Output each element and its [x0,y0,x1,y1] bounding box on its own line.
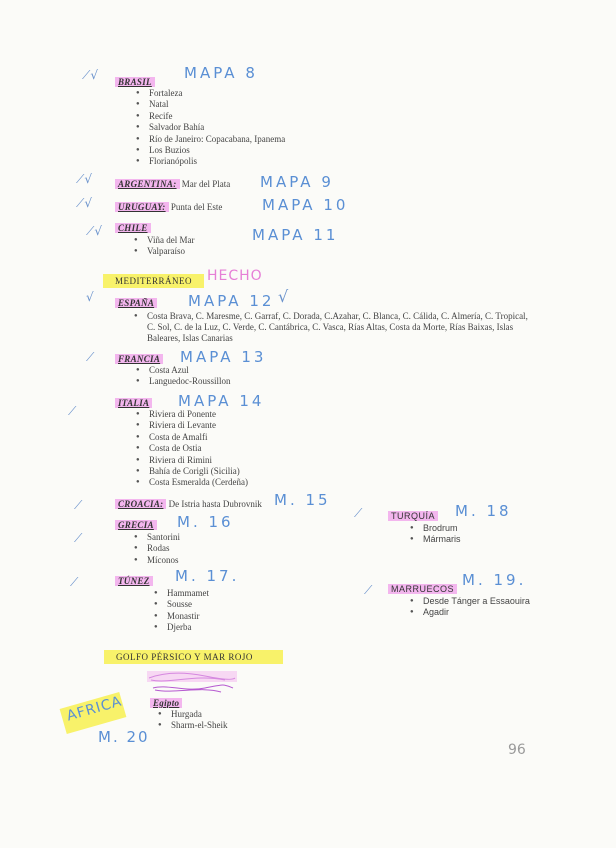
map-note: MAPA 10 [262,196,349,214]
chile-list [134,235,194,258]
check-mark-icon: ⟋ [86,350,95,364]
list-item: ● Riviera di Ponente [136,409,248,420]
list-item: ● Bahía de Corigli (Sicilia) [136,466,248,477]
africa-map-note: M. 20 [98,728,150,746]
list-item: ● Míconos [134,555,180,566]
destination-text: De Istria hasta Dubrovnik [168,499,262,509]
brasil-heading [115,77,155,87]
check-mark-icon: ⟋ [68,404,77,418]
list-item: ● Fortaleza [136,88,285,99]
list-item: ● Hurgada [158,709,228,720]
check-mark-icon: ⟋√ [76,196,93,210]
list-item: ● Djerba [154,622,209,633]
check-mark-icon: √ [86,290,94,304]
list-item: ● Natal [136,99,285,110]
list-item: ● Rodas [134,543,180,554]
list-item: ● Agadir [410,607,530,618]
country-label: Egipto [150,698,182,708]
list-item: ● Languedoc-Roussillon [136,376,231,387]
tunez-list [154,588,209,634]
check-mark-icon: ⟋ [70,575,79,589]
map-note: MAPA 11 [252,226,339,244]
map-note: M. 15 [274,491,331,509]
list-item: ● Costa de Amalfi [136,432,248,443]
list-item: ● Santorini [134,532,180,543]
map-note: M. 18 [455,502,512,520]
map-note: MAPA 12 [188,292,275,310]
brasil-list [136,88,285,168]
list-item: ● Sousse [154,599,209,610]
grecia-list [134,532,180,566]
country-label: ITALIA [115,398,152,408]
list-item: ● Florianópolis [136,156,285,167]
francia-heading [115,354,163,364]
page-number: 96 [508,742,526,758]
check-mark-icon: ⟋ [74,498,83,512]
chile-heading [115,223,151,233]
country-label: BRASIL [115,77,155,87]
list-item: ● Riviera di Rimini [136,455,248,466]
country-label: CHILE [115,223,151,233]
marruecos-heading [388,584,457,594]
check-mark-icon: ⟋√ [86,224,103,238]
region-label: GOLFO PÉRSICO Y MAR ROJO [104,650,283,664]
map-note: MAPA 9 [260,173,334,191]
destination-text: Mar del Plata [181,179,231,189]
list-item: ● Salvador Bahía [136,122,285,133]
country-label: TÚNEZ [115,576,153,586]
grecia-heading [115,520,157,530]
coasts-text: Costa Brava, C. Maresme, C. Garraf, C. Dorada, C.Azahar, C. Blanca, C. Cálida, C. Almería, C. Tropical, C. Sol, C. de la Luz, C. Verde, C. Cantábrica, C. Vasca, Rías Altas, Costa da Morte, Rías Baixas, Islas Baleares, Islas Canarias [147,311,528,343]
crossed-out-scribble [145,670,241,696]
bullet-icon: ● [134,313,138,319]
list-item: ● Costa Esmeralda (Cerdeña) [136,477,248,488]
list-item: ● Recife [136,111,285,122]
list-item: ● Riviera di Levante [136,420,248,431]
list-item: ● Brodrum [410,523,461,534]
destination-text: Punta del Este [170,202,223,212]
egipto-list [158,709,228,732]
country-label: ESPAÑA [115,298,157,308]
check-mark-icon: ⟋ [74,531,83,545]
list-item: ● Los Buzios [136,145,285,156]
region-label: MEDITERRÁNEO [103,274,204,288]
turquia-list [410,523,461,546]
francia-list [136,365,231,388]
country-label: TURQUÍA [388,511,438,521]
africa-note: AFRICA [64,693,124,725]
turquia-heading [388,511,438,521]
list-item: ● Costa Azul [136,365,231,376]
mediterraneo-heading [103,274,204,288]
check-mark-icon: ⟋√ [82,68,99,82]
map-note: MAPA 13 [180,348,267,366]
egipto-heading [150,698,182,708]
argentina-heading [115,179,230,189]
done-note: HECHO [207,268,263,284]
map-note: M. 16 [177,513,234,531]
country-label: URUGUAY: [115,202,169,212]
map-note: MAPA 14 [178,392,265,410]
check-mark-icon: ⟋ [364,583,373,597]
list-item: ● Sharm-el-Sheik [158,720,228,731]
list-item: ● Valparaíso [134,246,194,257]
list-item: ● Hammamet [154,588,209,599]
italia-list [136,409,248,489]
list-item: ● Costa de Ostia [136,443,248,454]
list-item: ● Río de Janeiro: Copacabana, Ipanema [136,134,285,145]
list-item: ● Monastir [154,611,209,622]
croacia-heading [115,499,262,509]
list-item: ● Viña del Mar [134,235,194,246]
check-mark-icon: ⟋ [354,506,363,520]
marruecos-list [410,596,530,619]
map-note: MAPA 8 [184,64,258,82]
check-mark-icon: √ [278,287,289,306]
golfo-heading [104,650,283,664]
list-item: ● Desde Tánger a Essaouira [410,596,530,607]
list-item: ● Mármaris [410,534,461,545]
country-label: ARGENTINA: [115,179,180,189]
tunez-heading [115,576,153,586]
check-mark-icon: ⟋√ [76,172,93,186]
map-note: M. 17. [175,567,240,585]
map-note: M. 19. [462,571,527,589]
country-label: GRECIA [115,520,157,530]
country-label: CROACIA: [115,499,166,509]
italia-heading [115,398,152,408]
espana-heading [115,298,157,308]
espana-coasts [134,311,534,344]
uruguay-heading [115,202,222,212]
country-label: MARRUECOS [388,584,457,594]
country-label: FRANCIA [115,354,163,364]
